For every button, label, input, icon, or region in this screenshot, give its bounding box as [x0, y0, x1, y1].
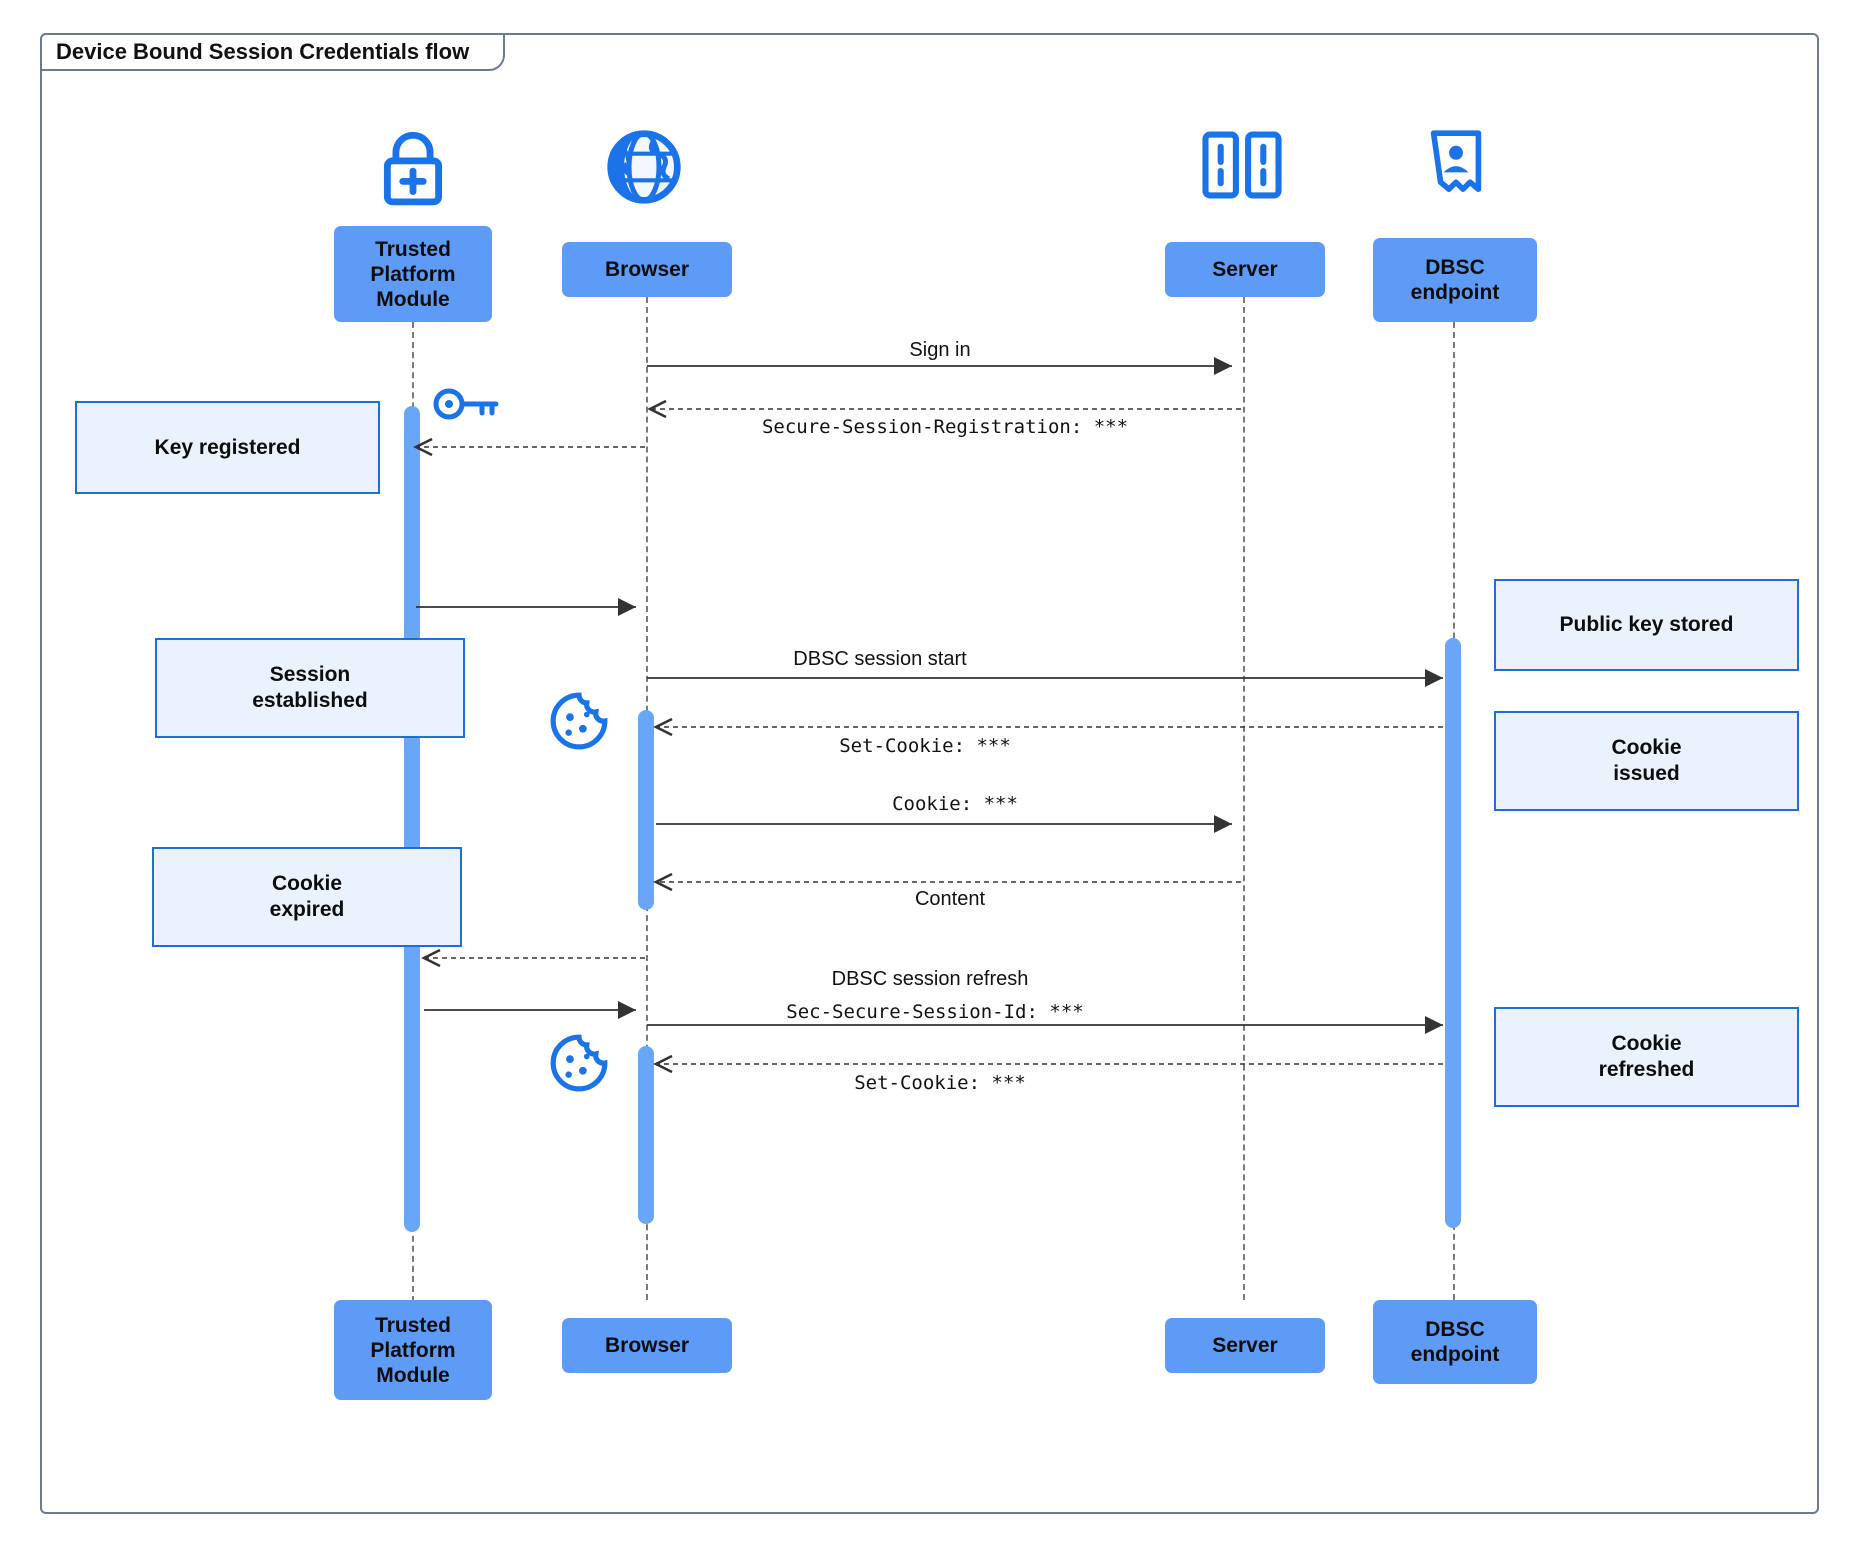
activation-dbsc: [1445, 638, 1461, 1228]
note-text: Key registered: [154, 435, 301, 459]
cookie-icon: [548, 1032, 610, 1099]
note-public-key-stored: [1494, 579, 1799, 671]
globe-icon: [604, 127, 684, 212]
note-text: Session established: [252, 663, 368, 712]
participant-tpm-bottom[interactable]: [334, 1300, 492, 1400]
participant-label: Trusted Platform Module: [370, 237, 456, 311]
lifeline-server: [1243, 287, 1245, 1300]
server-icon: [1199, 130, 1285, 205]
note-cookie-refreshed: [1494, 1007, 1799, 1107]
participant-tpm-top[interactable]: [334, 226, 492, 322]
message-label-dbsc-session-refresh: DBSC session refresh: [831, 968, 1029, 990]
lock-icon: [372, 125, 454, 212]
key-icon: [432, 382, 502, 431]
note-text: Public key stored: [1559, 613, 1734, 636]
message-label-content: Content: [914, 888, 986, 910]
participant-label: Browser: [604, 258, 690, 281]
badge-icon: [1428, 128, 1484, 205]
participant-dbsc-bottom[interactable]: [1373, 1300, 1537, 1384]
participant-server-bottom[interactable]: [1165, 1318, 1325, 1373]
note-key-registered: [75, 401, 380, 494]
note-session-established: [155, 638, 465, 738]
diagram-title: Device Bound Session Credentials flow: [40, 33, 505, 71]
activation-browser-2: [638, 1046, 654, 1224]
note-text: Cookie refreshed: [1598, 1032, 1695, 1081]
note-text: Cookie expired: [269, 872, 345, 921]
message-label-secure-session-registration: Secure-Session-Registration: ***: [761, 416, 1129, 438]
cookie-icon: [548, 690, 610, 757]
message-label-dbsc-session-start: DBSC session start: [793, 648, 967, 670]
participant-label: DBSC endpoint: [1410, 256, 1500, 304]
note-text: Cookie issued: [1611, 736, 1682, 785]
message-label-sec-secure-session-id: Sec-Secure-Session-Id: ***: [786, 1001, 1084, 1023]
participant-browser-bottom[interactable]: [562, 1318, 732, 1373]
participant-label: Server: [1212, 258, 1278, 281]
participant-label: Server: [1212, 1334, 1278, 1357]
note-cookie-expired: [152, 847, 462, 947]
participant-dbsc-top[interactable]: [1373, 238, 1537, 322]
note-cookie-issued: [1494, 711, 1799, 811]
participant-label: Browser: [604, 1334, 690, 1357]
participant-browser-top[interactable]: [562, 242, 732, 297]
message-label-set-cookie-1: Set-Cookie: ***: [839, 735, 1011, 757]
message-label-cookie: Cookie: ***: [892, 793, 1018, 815]
message-label-sign-in: Sign in: [909, 339, 971, 361]
participant-label: Trusted Platform Module: [370, 1313, 456, 1387]
activation-browser-1: [638, 710, 654, 910]
message-label-set-cookie-2: Set-Cookie: ***: [854, 1072, 1026, 1094]
participant-label: DBSC endpoint: [1410, 1318, 1500, 1366]
activation-tpm: [404, 406, 420, 1232]
participant-server-top[interactable]: [1165, 242, 1325, 297]
